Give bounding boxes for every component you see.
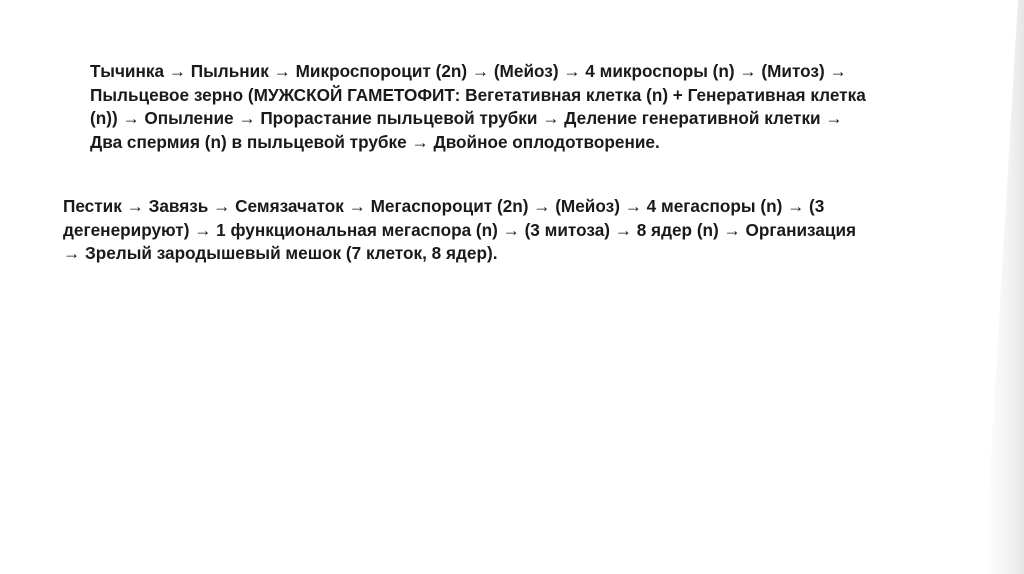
text-line: Пыльцевое зерно (МУЖСКОЙ ГАМЕТОФИТ: Вегетативная клетка (n) + Генеративная клетка — [90, 84, 866, 105]
text-line: → Зрелый зародышевый мешок (7 клеток, 8 ядер). — [63, 243, 498, 263]
text-line: дегенерируют) → 1 функциональная мегаспора (n) → (3 митоза) → 8 ядер (n) → Организация — [63, 219, 857, 240]
text-line: Пестик → Завязь → Семязачаток → Мегаспороцит (2n) → (Мейоз) → 4 мегаспоры (n) → (3 — [63, 196, 825, 216]
female-gametophyte-paragraph — [63, 195, 963, 266]
text-line: Два спермия (n) в пыльцевой трубке → Двойное оплодотворение. — [90, 131, 660, 152]
male-gametophyte-paragraph — [90, 60, 960, 154]
page-edge-shadow — [984, 0, 1024, 574]
text-line: (n)) → Опыление → Прорастание пыльцевой трубки → Деление генеративной клетки → — [90, 108, 843, 128]
text-line: Тычинка → Пыльник → Микроспороцит (2n) → (Мейоз) → 4 микроспоры (n) → (Митоз) → — [90, 61, 847, 81]
